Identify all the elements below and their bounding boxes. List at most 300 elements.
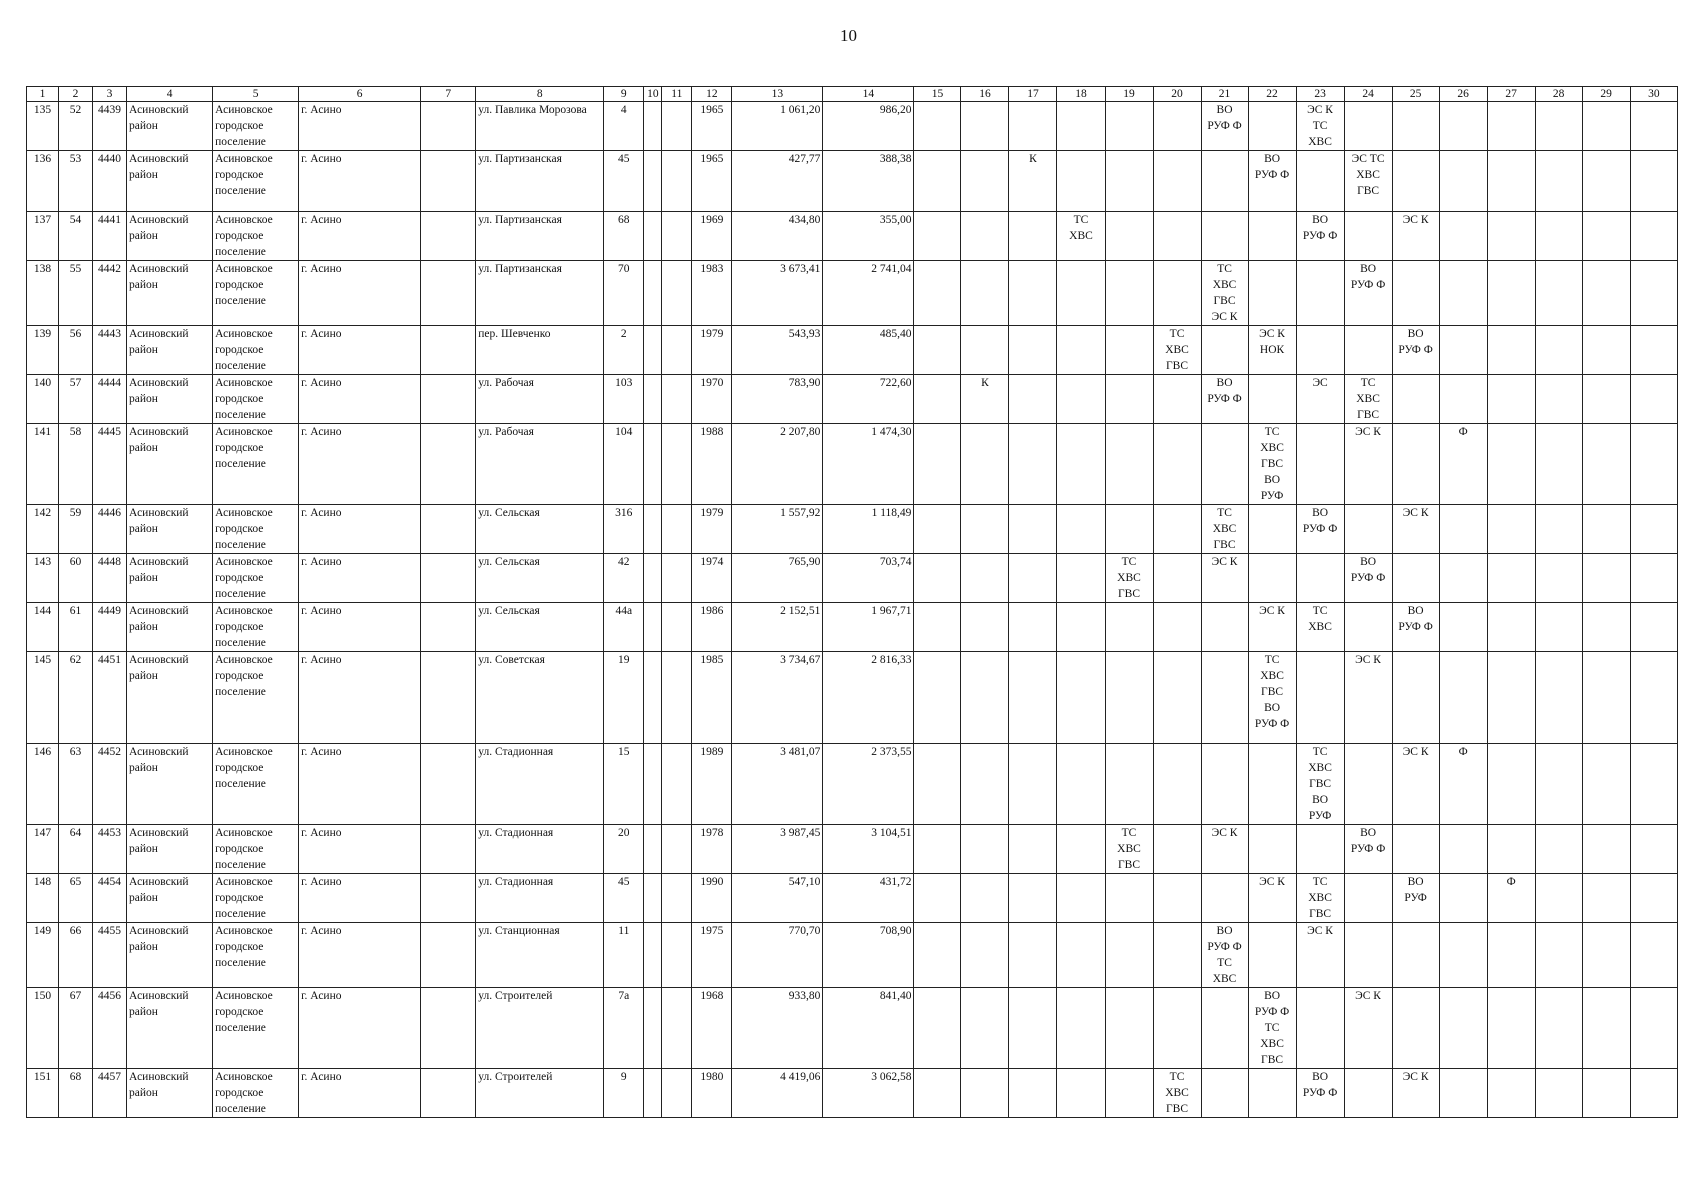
work-type-cell-17 xyxy=(1009,825,1057,874)
work-type-cell-22 xyxy=(1248,212,1296,261)
work-type-cell-22 xyxy=(1248,102,1296,151)
work-type-cell-20 xyxy=(1153,505,1201,554)
work-type-cell-25 xyxy=(1392,825,1439,874)
column-10-cell xyxy=(644,326,662,375)
street-cell: ул. Партизанская xyxy=(476,151,604,212)
table-row xyxy=(27,554,1678,603)
work-type-cell-19 xyxy=(1105,1069,1153,1118)
work-type-cell-27 xyxy=(1487,424,1535,505)
work-type-cell-25: ЭС К xyxy=(1392,212,1439,261)
work-type-cell-15 xyxy=(914,988,961,1069)
district-cell: Асиновский район xyxy=(127,151,213,212)
work-type-cell-19 xyxy=(1105,874,1153,923)
column-header-5: 5 xyxy=(213,87,299,102)
work-type-cell-29 xyxy=(1582,261,1630,326)
work-type-cell-25 xyxy=(1392,102,1439,151)
object-id-cell: 4448 xyxy=(93,554,127,603)
column-10-cell xyxy=(644,554,662,603)
column-10-cell xyxy=(644,212,662,261)
work-type-cell-15 xyxy=(914,1069,961,1118)
locality-cell: г. Асино xyxy=(299,261,421,326)
table-row xyxy=(27,652,1678,744)
work-type-cell-21: ВО РУФ Ф ТС ХВС xyxy=(1201,923,1248,988)
house-number-cell: 15 xyxy=(604,744,644,825)
locality-cell: г. Асино xyxy=(299,825,421,874)
year-built-cell: 1975 xyxy=(692,923,732,988)
house-number-cell: 70 xyxy=(604,261,644,326)
work-type-cell-16 xyxy=(961,874,1009,923)
work-type-cell-17 xyxy=(1009,603,1057,652)
district-number-cell: 66 xyxy=(59,923,93,988)
work-type-cell-21 xyxy=(1201,652,1248,744)
column-7-cell xyxy=(421,151,476,212)
column-10-cell xyxy=(644,505,662,554)
work-type-cell-17 xyxy=(1009,744,1057,825)
column-7-cell xyxy=(421,988,476,1069)
locality-cell: г. Асино xyxy=(299,603,421,652)
work-type-cell-27 xyxy=(1487,988,1535,1069)
work-type-cell-19 xyxy=(1105,603,1153,652)
column-10-cell xyxy=(644,261,662,326)
house-number-cell: 104 xyxy=(604,424,644,505)
work-type-cell-26: Ф xyxy=(1439,744,1487,825)
year-built-cell: 1979 xyxy=(692,505,732,554)
table-row xyxy=(27,988,1678,1069)
living-area-cell: 841,40 xyxy=(823,988,914,1069)
living-area-cell: 485,40 xyxy=(823,326,914,375)
work-type-cell-18 xyxy=(1057,923,1105,988)
work-type-cell-28 xyxy=(1535,424,1582,505)
work-type-cell-28 xyxy=(1535,554,1582,603)
work-type-cell-15 xyxy=(914,505,961,554)
work-type-cell-16 xyxy=(961,151,1009,212)
total-area-cell: 933,80 xyxy=(732,988,823,1069)
work-type-cell-23: ТС ХВС ГВС ВО РУФ xyxy=(1296,744,1344,825)
settlement-cell: Асиновское городское поселение xyxy=(213,375,299,424)
work-type-cell-16 xyxy=(961,1069,1009,1118)
district-number-cell: 61 xyxy=(59,603,93,652)
work-type-cell-20 xyxy=(1153,825,1201,874)
column-11-cell xyxy=(662,505,692,554)
settlement-cell: Асиновское городское поселение xyxy=(213,212,299,261)
work-type-cell-27 xyxy=(1487,212,1535,261)
district-number-cell: 65 xyxy=(59,874,93,923)
street-cell: ул. Сельская xyxy=(476,554,604,603)
street-cell: ул. Стадионная xyxy=(476,825,604,874)
work-type-cell-20 xyxy=(1153,212,1201,261)
row-number-cell: 148 xyxy=(27,874,59,923)
work-type-cell-24 xyxy=(1344,505,1392,554)
work-type-cell-20 xyxy=(1153,102,1201,151)
column-header-21: 21 xyxy=(1201,87,1248,102)
work-type-cell-29 xyxy=(1582,212,1630,261)
total-area-cell: 2 207,80 xyxy=(732,424,823,505)
column-7-cell xyxy=(421,652,476,744)
column-11-cell xyxy=(662,874,692,923)
total-area-cell: 765,90 xyxy=(732,554,823,603)
work-type-cell-25 xyxy=(1392,151,1439,212)
total-area-cell: 3 734,67 xyxy=(732,652,823,744)
house-number-cell: 11 xyxy=(604,923,644,988)
work-type-cell-30 xyxy=(1630,825,1677,874)
column-header-12: 12 xyxy=(692,87,732,102)
living-area-cell: 1 474,30 xyxy=(823,424,914,505)
work-type-cell-18 xyxy=(1057,603,1105,652)
column-header-30: 30 xyxy=(1630,87,1677,102)
work-type-cell-22 xyxy=(1248,744,1296,825)
settlement-cell: Асиновское городское поселение xyxy=(213,102,299,151)
locality-cell: г. Асино xyxy=(299,744,421,825)
work-type-cell-17: К xyxy=(1009,151,1057,212)
work-type-cell-30 xyxy=(1630,988,1677,1069)
work-type-cell-16: К xyxy=(961,375,1009,424)
district-number-cell: 53 xyxy=(59,151,93,212)
work-type-cell-23: ЭС К ТС ХВС xyxy=(1296,102,1344,151)
column-10-cell xyxy=(644,825,662,874)
column-header-2: 2 xyxy=(59,87,93,102)
living-area-cell: 388,38 xyxy=(823,151,914,212)
settlement-cell: Асиновское городское поселение xyxy=(213,923,299,988)
work-type-cell-21: ЭС К xyxy=(1201,825,1248,874)
work-type-cell-22 xyxy=(1248,825,1296,874)
work-type-cell-26 xyxy=(1439,326,1487,375)
work-type-cell-28 xyxy=(1535,652,1582,744)
year-built-cell: 1985 xyxy=(692,652,732,744)
total-area-cell: 3 481,07 xyxy=(732,744,823,825)
work-type-cell-28 xyxy=(1535,744,1582,825)
work-type-cell-28 xyxy=(1535,988,1582,1069)
work-type-cell-25 xyxy=(1392,652,1439,744)
work-type-cell-19: ТС ХВС ГВС xyxy=(1105,825,1153,874)
work-type-cell-18 xyxy=(1057,988,1105,1069)
work-type-cell-23 xyxy=(1296,424,1344,505)
work-type-cell-23 xyxy=(1296,988,1344,1069)
work-type-cell-27 xyxy=(1487,261,1535,326)
living-area-cell: 431,72 xyxy=(823,874,914,923)
district-cell: Асиновский район xyxy=(127,102,213,151)
work-type-cell-24: ЭС К xyxy=(1344,424,1392,505)
work-type-cell-22: ВО РУФ Ф ТС ХВС ГВС xyxy=(1248,988,1296,1069)
column-11-cell xyxy=(662,375,692,424)
street-cell: ул. Сельская xyxy=(476,603,604,652)
work-type-cell-15 xyxy=(914,151,961,212)
row-number-cell: 144 xyxy=(27,603,59,652)
year-built-cell: 1974 xyxy=(692,554,732,603)
work-type-cell-28 xyxy=(1535,505,1582,554)
work-type-cell-22: ЭС К xyxy=(1248,874,1296,923)
settlement-cell: Асиновское городское поселение xyxy=(213,261,299,326)
work-type-cell-15 xyxy=(914,744,961,825)
column-7-cell xyxy=(421,923,476,988)
work-type-cell-18 xyxy=(1057,375,1105,424)
row-number-cell: 145 xyxy=(27,652,59,744)
column-11-cell xyxy=(662,744,692,825)
column-11-cell xyxy=(662,603,692,652)
row-number-cell: 149 xyxy=(27,923,59,988)
object-id-cell: 4439 xyxy=(93,102,127,151)
work-type-cell-26: Ф xyxy=(1439,424,1487,505)
year-built-cell: 1978 xyxy=(692,825,732,874)
column-11-cell xyxy=(662,554,692,603)
house-number-cell: 45 xyxy=(604,151,644,212)
year-built-cell: 1988 xyxy=(692,424,732,505)
column-7-cell xyxy=(421,212,476,261)
work-type-cell-17 xyxy=(1009,505,1057,554)
district-number-cell: 63 xyxy=(59,744,93,825)
column-header-16: 16 xyxy=(961,87,1009,102)
work-type-cell-29 xyxy=(1582,652,1630,744)
work-type-cell-26 xyxy=(1439,375,1487,424)
column-7-cell xyxy=(421,825,476,874)
work-type-cell-20 xyxy=(1153,151,1201,212)
district-cell: Асиновский район xyxy=(127,652,213,744)
work-type-cell-18 xyxy=(1057,554,1105,603)
street-cell: ул. Стадионная xyxy=(476,874,604,923)
house-number-cell: 4 xyxy=(604,102,644,151)
work-type-cell-24: ЭС К xyxy=(1344,652,1392,744)
street-cell: пер. Шевченко xyxy=(476,326,604,375)
column-7-cell xyxy=(421,1069,476,1118)
street-cell: ул. Сельская xyxy=(476,505,604,554)
work-type-cell-27 xyxy=(1487,151,1535,212)
district-cell: Асиновский район xyxy=(127,603,213,652)
house-number-cell: 7а xyxy=(604,988,644,1069)
column-10-cell xyxy=(644,923,662,988)
work-type-cell-27 xyxy=(1487,375,1535,424)
living-area-cell: 2 741,04 xyxy=(823,261,914,326)
column-header-7: 7 xyxy=(421,87,476,102)
work-type-cell-26 xyxy=(1439,652,1487,744)
locality-cell: г. Асино xyxy=(299,212,421,261)
page-number: 10 xyxy=(840,26,857,45)
row-number-cell: 146 xyxy=(27,744,59,825)
object-id-cell: 4446 xyxy=(93,505,127,554)
work-type-cell-26 xyxy=(1439,923,1487,988)
work-type-cell-29 xyxy=(1582,505,1630,554)
work-type-cell-28 xyxy=(1535,261,1582,326)
work-type-cell-26 xyxy=(1439,151,1487,212)
work-type-cell-21 xyxy=(1201,1069,1248,1118)
work-type-cell-28 xyxy=(1535,923,1582,988)
house-number-cell: 19 xyxy=(604,652,644,744)
district-cell: Асиновский район xyxy=(127,744,213,825)
work-type-cell-29 xyxy=(1582,326,1630,375)
work-type-cell-30 xyxy=(1630,923,1677,988)
column-header-20: 20 xyxy=(1153,87,1201,102)
work-type-cell-29 xyxy=(1582,603,1630,652)
column-11-cell xyxy=(662,825,692,874)
work-type-cell-26 xyxy=(1439,554,1487,603)
column-10-cell xyxy=(644,874,662,923)
living-area-cell: 2 373,55 xyxy=(823,744,914,825)
work-type-cell-30 xyxy=(1630,151,1677,212)
work-type-cell-26 xyxy=(1439,603,1487,652)
work-type-cell-20 xyxy=(1153,923,1201,988)
work-type-cell-24 xyxy=(1344,326,1392,375)
work-type-cell-17 xyxy=(1009,261,1057,326)
work-type-cell-20 xyxy=(1153,424,1201,505)
work-type-cell-29 xyxy=(1582,151,1630,212)
column-11-cell xyxy=(662,923,692,988)
column-7-cell xyxy=(421,326,476,375)
locality-cell: г. Асино xyxy=(299,326,421,375)
district-cell: Асиновский район xyxy=(127,554,213,603)
work-type-cell-29 xyxy=(1582,923,1630,988)
total-area-cell: 1 557,92 xyxy=(732,505,823,554)
work-type-cell-25: ВО РУФ Ф xyxy=(1392,603,1439,652)
work-type-cell-16 xyxy=(961,424,1009,505)
street-cell: ул. Павлика Морозова xyxy=(476,102,604,151)
settlement-cell: Асиновское городское поселение xyxy=(213,424,299,505)
column-header-23: 23 xyxy=(1296,87,1344,102)
work-type-cell-20 xyxy=(1153,744,1201,825)
total-area-cell: 1 061,20 xyxy=(732,102,823,151)
work-type-cell-29 xyxy=(1582,554,1630,603)
work-type-cell-28 xyxy=(1535,212,1582,261)
work-type-cell-22 xyxy=(1248,375,1296,424)
work-type-cell-15 xyxy=(914,603,961,652)
work-type-cell-20 xyxy=(1153,652,1201,744)
work-type-cell-17 xyxy=(1009,554,1057,603)
total-area-cell: 3 987,45 xyxy=(732,825,823,874)
work-type-cell-30 xyxy=(1630,554,1677,603)
work-type-cell-29 xyxy=(1582,375,1630,424)
column-header-22: 22 xyxy=(1248,87,1296,102)
work-type-cell-25: ВО РУФ xyxy=(1392,874,1439,923)
column-11-cell xyxy=(662,102,692,151)
work-type-cell-24: ВО РУФ Ф xyxy=(1344,554,1392,603)
district-cell: Асиновский район xyxy=(127,261,213,326)
work-type-cell-15 xyxy=(914,261,961,326)
settlement-cell: Асиновское городское поселение xyxy=(213,554,299,603)
work-type-cell-24 xyxy=(1344,102,1392,151)
work-type-cell-29 xyxy=(1582,874,1630,923)
column-header-17: 17 xyxy=(1009,87,1057,102)
column-11-cell xyxy=(662,652,692,744)
column-7-cell xyxy=(421,424,476,505)
work-type-cell-28 xyxy=(1535,825,1582,874)
locality-cell: г. Асино xyxy=(299,1069,421,1118)
work-type-cell-25 xyxy=(1392,988,1439,1069)
year-built-cell: 1989 xyxy=(692,744,732,825)
locality-cell: г. Асино xyxy=(299,424,421,505)
column-7-cell xyxy=(421,874,476,923)
work-type-cell-25: ЭС К xyxy=(1392,744,1439,825)
year-built-cell: 1983 xyxy=(692,261,732,326)
work-type-cell-21: ТС ХВС ГВС xyxy=(1201,505,1248,554)
work-type-cell-24: ВО РУФ Ф xyxy=(1344,261,1392,326)
work-type-cell-23: ТС ХВС xyxy=(1296,603,1344,652)
work-type-cell-22 xyxy=(1248,505,1296,554)
work-type-cell-27 xyxy=(1487,744,1535,825)
work-type-cell-27 xyxy=(1487,326,1535,375)
work-type-cell-18 xyxy=(1057,744,1105,825)
work-type-cell-30 xyxy=(1630,603,1677,652)
work-type-cell-17 xyxy=(1009,652,1057,744)
table-body xyxy=(27,102,1678,1118)
work-type-cell-28 xyxy=(1535,1069,1582,1118)
settlement-cell: Асиновское городское поселение xyxy=(213,825,299,874)
house-number-cell: 2 xyxy=(604,326,644,375)
work-type-cell-24 xyxy=(1344,874,1392,923)
settlement-cell: Асиновское городское поселение xyxy=(213,603,299,652)
total-area-cell: 4 419,06 xyxy=(732,1069,823,1118)
work-type-cell-23 xyxy=(1296,261,1344,326)
street-cell: ул. Строителей xyxy=(476,1069,604,1118)
object-id-cell: 4452 xyxy=(93,744,127,825)
work-type-cell-23: ВО РУФ Ф xyxy=(1296,505,1344,554)
settlement-cell: Асиновское городское поселение xyxy=(213,874,299,923)
object-id-cell: 4453 xyxy=(93,825,127,874)
work-type-cell-19 xyxy=(1105,988,1153,1069)
district-cell: Асиновский район xyxy=(127,874,213,923)
work-type-cell-30 xyxy=(1630,505,1677,554)
column-11-cell xyxy=(662,212,692,261)
locality-cell: г. Асино xyxy=(299,554,421,603)
district-cell: Асиновский район xyxy=(127,1069,213,1118)
district-number-cell: 58 xyxy=(59,424,93,505)
work-type-cell-24 xyxy=(1344,603,1392,652)
work-type-cell-21: ТС ХВС ГВС ЭС К xyxy=(1201,261,1248,326)
work-type-cell-15 xyxy=(914,554,961,603)
work-type-cell-19 xyxy=(1105,261,1153,326)
column-7-cell xyxy=(421,261,476,326)
object-id-cell: 4451 xyxy=(93,652,127,744)
work-type-cell-19 xyxy=(1105,744,1153,825)
work-type-cell-22: ТС ХВС ГВС ВО РУФ xyxy=(1248,424,1296,505)
work-type-cell-17 xyxy=(1009,102,1057,151)
work-type-cell-27 xyxy=(1487,102,1535,151)
table-row xyxy=(27,261,1678,326)
work-type-cell-19 xyxy=(1105,375,1153,424)
total-area-cell: 3 673,41 xyxy=(732,261,823,326)
living-area-cell: 703,74 xyxy=(823,554,914,603)
work-type-cell-23 xyxy=(1296,326,1344,375)
locality-cell: г. Асино xyxy=(299,151,421,212)
work-type-cell-29 xyxy=(1582,424,1630,505)
work-type-cell-27: Ф xyxy=(1487,874,1535,923)
district-cell: Асиновский район xyxy=(127,505,213,554)
work-type-cell-28 xyxy=(1535,326,1582,375)
column-10-cell xyxy=(644,603,662,652)
work-type-cell-22 xyxy=(1248,554,1296,603)
work-type-cell-21: ЭС К xyxy=(1201,554,1248,603)
district-number-cell: 68 xyxy=(59,1069,93,1118)
living-area-cell: 2 816,33 xyxy=(823,652,914,744)
column-header-14: 14 xyxy=(823,87,914,102)
object-id-cell: 4441 xyxy=(93,212,127,261)
work-type-cell-21: ВО РУФ Ф xyxy=(1201,102,1248,151)
living-area-cell: 1 118,49 xyxy=(823,505,914,554)
district-number-cell: 64 xyxy=(59,825,93,874)
work-type-cell-18 xyxy=(1057,102,1105,151)
work-type-cell-16 xyxy=(961,102,1009,151)
column-7-cell xyxy=(421,102,476,151)
work-type-cell-21 xyxy=(1201,151,1248,212)
work-type-cell-16 xyxy=(961,554,1009,603)
work-type-cell-24 xyxy=(1344,212,1392,261)
street-cell: ул. Рабочая xyxy=(476,375,604,424)
district-cell: Асиновский район xyxy=(127,375,213,424)
district-number-cell: 54 xyxy=(59,212,93,261)
column-header-18: 18 xyxy=(1057,87,1105,102)
locality-cell: г. Асино xyxy=(299,652,421,744)
table-row xyxy=(27,505,1678,554)
column-header-9: 9 xyxy=(604,87,644,102)
district-cell: Асиновский район xyxy=(127,923,213,988)
work-type-cell-17 xyxy=(1009,326,1057,375)
work-type-cell-30 xyxy=(1630,102,1677,151)
